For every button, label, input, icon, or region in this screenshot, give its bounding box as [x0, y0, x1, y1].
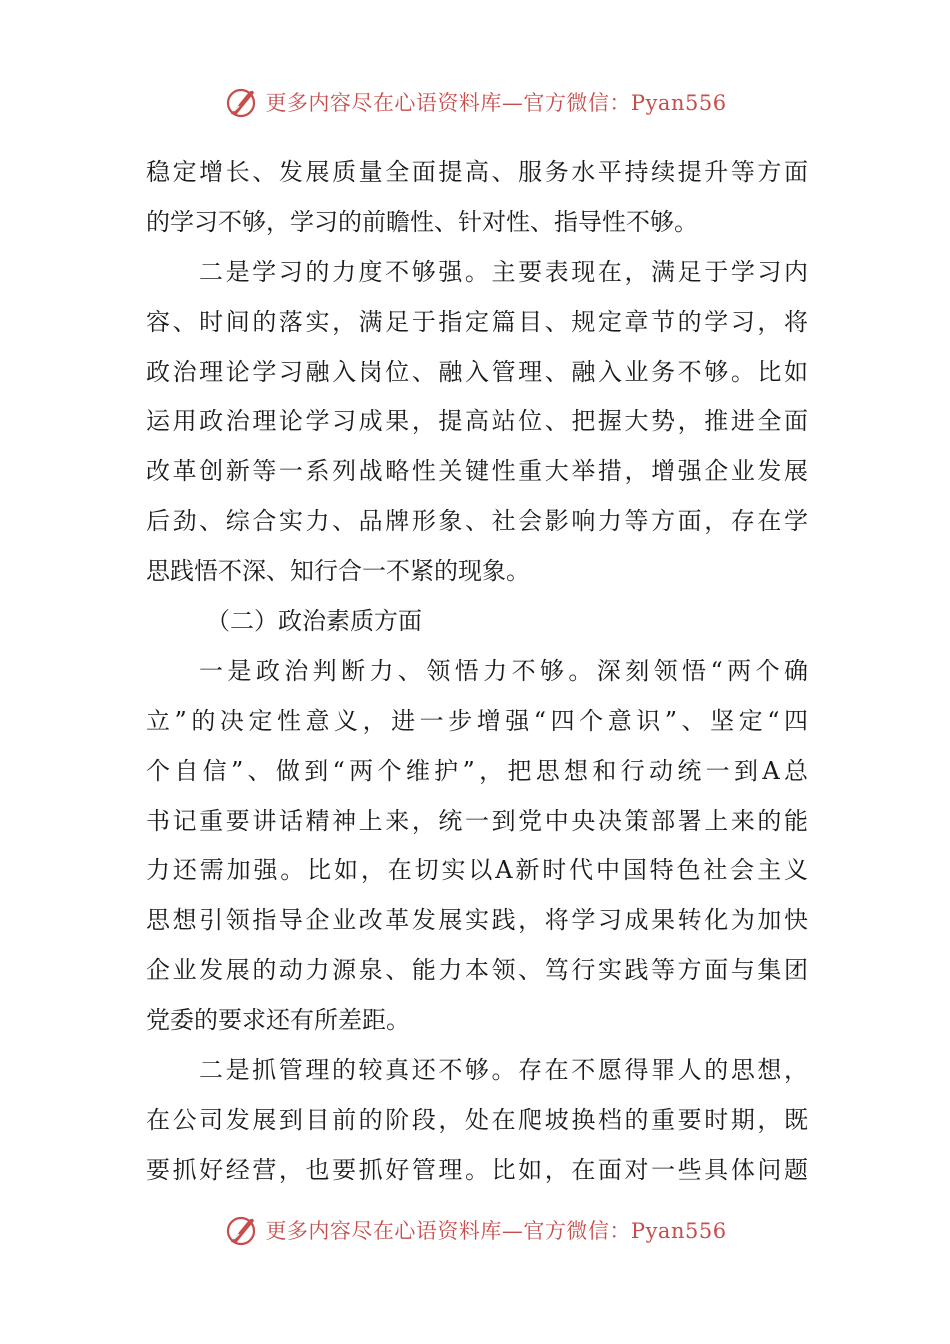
paragraph-line: 思想引领指导企业改革发展实践，将学习成果转化为加快: [146, 906, 808, 935]
paragraph-line: 党委的要求还有所差距。: [146, 1006, 410, 1035]
paragraph-line: 要抓好经营，也要抓好管理。比如，在面对一些具体问题: [146, 1155, 808, 1184]
paragraph-line: 运用政治理论学习成果，提高站位、把握大势，推进全面: [146, 407, 808, 436]
paragraph-line: 后劲、综合实力、品牌形象、社会影响力等方面，存在学: [146, 507, 808, 536]
paragraph-line: 二是抓管理的较真还不够。存在不愿得罪人的思想，: [199, 1056, 808, 1085]
document-body: [146, 148, 808, 1196]
paragraph-line: 稳定增长、发展质量全面提高、服务水平持续提升等方面: [146, 158, 808, 186]
paragraph-line: 容、时间的落实，满足于指定篇目、规定章节的学习，将: [146, 307, 808, 336]
paragraph-line: 二是学习的力度不够强。主要表现在，满足于学习内: [199, 257, 808, 286]
paragraph-line: 的学习不够，学习的前瞻性、针对性、指导性不够。: [146, 207, 698, 236]
watermark-footer: [0, 1208, 950, 1252]
watermark-text: 更多内容尽在心语资料库—官方微信：Pyan556: [265, 1219, 727, 1243]
quill-pen-seal-icon: [223, 84, 259, 120]
paragraph-line: 书记重要讲话精神上来，统一到党中央决策部署上来的能: [146, 806, 808, 835]
paragraph-line: 一是政治判断力、领悟力不够。深刻领悟“两个确: [199, 656, 808, 685]
watermark-text: 更多内容尽在心语资料库—官方微信：Pyan556: [265, 91, 727, 115]
paragraph-line: 个自信”、做到“两个维护”，把思想和行动统一到A总: [146, 756, 808, 785]
paragraph-line: 企业发展的动力源泉、能力本领、笃行实践等方面与集团: [146, 956, 808, 985]
paragraph-line: 在公司发展到目前的阶段，处在爬坡换档的重要时期，既: [146, 1105, 808, 1134]
paragraph-line: 立”的决定性意义，进一步增强“四个意识”、坚定“四: [146, 706, 808, 735]
paragraph-line: 政治理论学习融入岗位、融入管理、融入业务不够。比如: [146, 357, 808, 386]
paragraph-line: 力还需加强。比如，在切实以A新时代中国特色社会主义: [146, 856, 808, 885]
quill-pen-seal-icon: [223, 1212, 259, 1248]
section-heading: （二）政治素质方面: [206, 607, 422, 636]
paragraph-line: 改革创新等一系列战略性关键性重大举措，增强企业发展: [146, 457, 808, 486]
paragraph-line: 思践悟不深、知行合一不紧的现象。: [146, 557, 530, 586]
watermark-header: [0, 80, 950, 124]
